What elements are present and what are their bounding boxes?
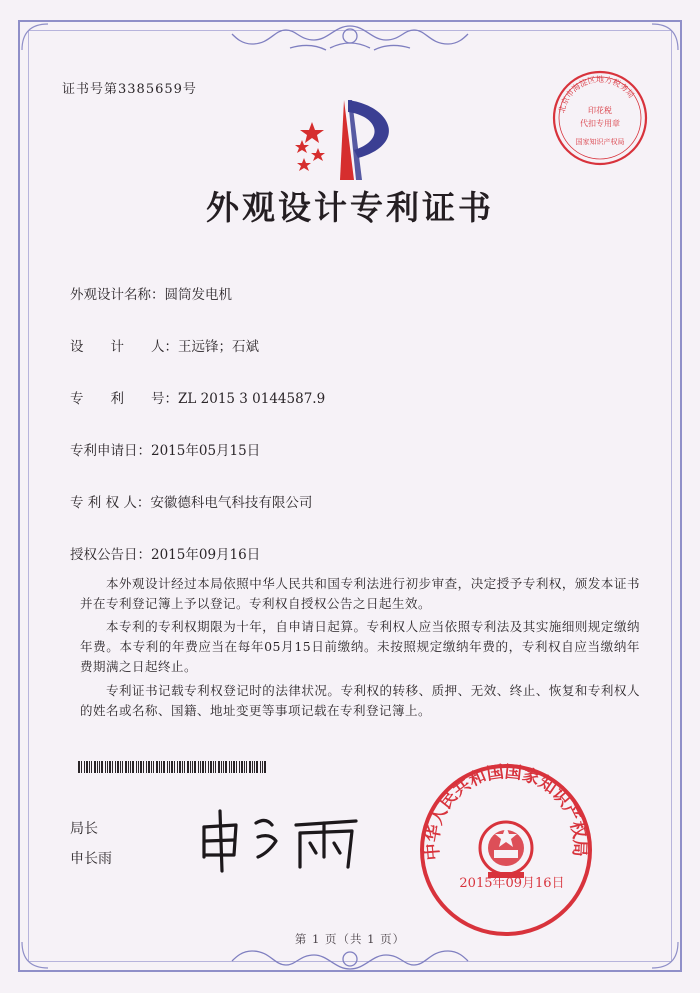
barcode-bar [163,761,165,773]
tax-stamp-seal [550,68,650,168]
barcode-bar [218,761,220,773]
barcode-bar [167,761,168,773]
barcode-bar [200,761,201,773]
barcode-bar [151,761,152,773]
barcode-bar [182,761,183,773]
paragraph-legal-status: 专利证书记载专利权登记时的法律状况。专利权的转移、质押、无效、终止、恢复和专利权人的姓名或名称、国籍、地址变更等事项记载在专利登记簿上。 [80,683,640,718]
svg-text:中华人民共和国国家知识产权局: 中华人民共和国国家知识产权局 [422,762,590,861]
barcode-bar [105,761,106,773]
patentee-value: 安徽德科电气科技有限公司 [150,495,313,511]
certificate-title: 外观设计专利证书 [206,188,494,227]
barcode-bar [256,761,258,773]
patent-number-label: 专 利 号： [70,391,178,407]
barcode-bar [99,761,100,773]
grant-date-label: 授权公告日： [70,547,151,563]
handwritten-signature [196,805,376,875]
barcode-bar [192,761,193,773]
top-ornament [230,22,470,54]
grant-date-value: 2015年09月16日 [151,547,261,563]
barcode-bar [246,761,247,773]
barcode-bar [249,761,251,773]
barcode-bar [78,761,80,773]
barcode-bar [109,761,111,773]
barcode-bar [229,761,230,773]
barcode-bar [231,761,232,773]
patent-number-field [70,387,325,407]
barcode-bar [221,761,222,773]
patent-office-emblem [282,96,422,182]
designer-label: 设 计 人： [70,339,178,355]
barcode-bar [153,761,154,773]
barcode-bar [84,761,85,773]
page-footer: 第 1 页（共 1 页） [294,932,406,946]
barcode-bar [101,761,103,773]
patentee-field [70,491,312,511]
director-role: 局长 [70,821,98,837]
barcode-bar [241,761,243,773]
barcode-bar [260,761,261,773]
barcode-bar [177,761,178,773]
patentee-label: 专 利 权 人： [70,495,151,511]
barcode-bar [112,761,113,773]
barcode-bar [236,761,237,773]
barcode-bar [262,761,263,773]
paragraph-grant: 本外观设计经过本局依照中华人民共和国专利法进行初步审查，决定授予专利权，颁发本证书并在专利登记簿上予以登记。专利权自授权公告之日起生效。 [80,576,640,611]
designer-value: 王远锋；石斌 [178,339,259,355]
barcode-bar [194,761,196,773]
barcode-bar [125,761,127,773]
barcode-bar [264,761,266,773]
director-name: 申长雨 [70,851,112,867]
design-name-value: 圆筒发电机 [164,287,232,303]
design-name-label: 外观设计名称： [70,287,165,303]
barcode-bar [97,761,98,773]
barcode-bar [91,761,92,773]
barcode-bar [239,761,240,773]
barcode-bar [94,761,96,773]
seal-date: 2015年09月16日 [459,876,565,891]
barcode-bar [130,761,131,773]
barcode [78,761,268,773]
barcode-bar [138,761,139,773]
barcode-bar [254,761,255,773]
barcode-bar [210,761,212,773]
barcode-bar [215,761,216,773]
filing-date-value: 2015年05月15日 [151,443,261,459]
design-name-field [70,283,232,303]
svg-text:代扣专用章: 代扣专用章 [580,119,620,128]
grant-date-field [70,543,260,563]
svg-text:印花税: 印花税 [588,106,612,115]
certificate-number: 证书号第3385659号 [62,82,197,97]
barcode-bar [174,761,175,773]
barcode-bar [122,761,123,773]
barcode-bar [159,761,160,773]
barcode-bar [225,761,227,773]
barcode-bar [213,761,214,773]
barcode-bar [143,761,144,773]
barcode-bar [198,761,199,773]
barcode-bar [187,761,189,773]
barcode-bar [81,761,82,773]
barcode-bar [117,761,119,773]
barcode-bar [132,761,134,773]
barcode-bar [184,761,185,773]
barcode-bar [140,761,142,773]
barcode-bar [169,761,170,773]
barcode-bar [190,761,191,773]
barcode-bar [161,761,162,773]
barcode-bar [107,761,108,773]
barcode-bar [205,761,206,773]
barcode-bar [86,761,88,773]
barcode-bar [179,761,181,773]
barcode-bar [171,761,173,773]
svg-text:北京市海淀区地方税务局: 北京市海淀区地方税务局 [557,74,636,114]
svg-text:国家知识产权局: 国家知识产权局 [575,138,625,146]
barcode-bar [115,761,116,773]
barcode-bar [252,761,253,773]
barcode-bar [202,761,204,773]
barcode-bar [244,761,245,773]
barcode-bar [136,761,137,773]
designer-field [70,335,259,355]
barcode-bar [223,761,224,773]
barcode-bar [156,761,158,773]
barcode-bar [146,761,147,773]
barcode-bar [89,761,90,773]
corner-ornament-tr [650,22,680,52]
national-emblem-icon [480,822,532,878]
barcode-bar [233,761,235,773]
patent-number-value: ZL 2015 3 0144587.9 [178,391,326,407]
filing-date-field [70,439,260,459]
barcode-bar [148,761,150,773]
filing-date-label: 专利申请日： [70,443,151,459]
corner-ornament-tl [20,22,50,52]
paragraph-term: 本专利的专利权期限为十年，自申请日起算。专利权人应当依照专利法及其实施细则规定缴纳年费。本专利的年费应当在每年05月15日前缴纳。未按照规定缴纳年费的，专利权自应当缴纳年费期满之日起终止。 [80,619,640,674]
official-seal [418,762,594,938]
barcode-bar [128,761,129,773]
barcode-bar [208,761,209,773]
barcode-bar [120,761,121,773]
